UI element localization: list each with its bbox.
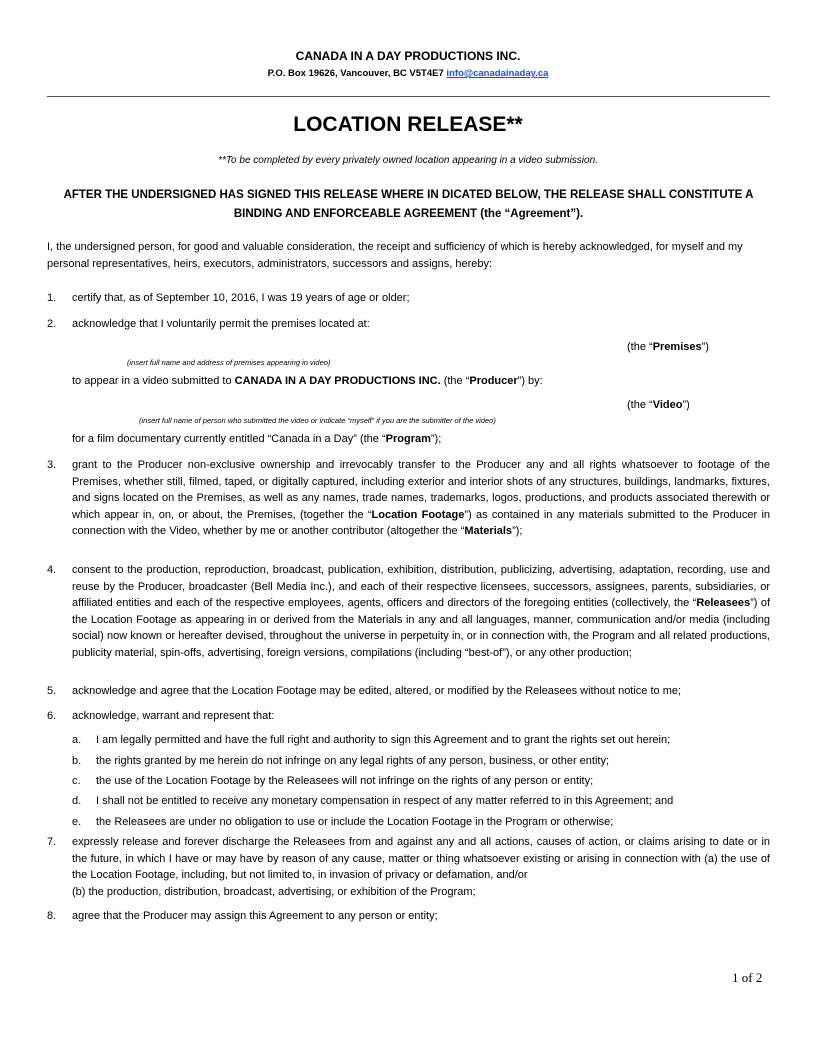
item-number: 7. — [47, 836, 57, 848]
company-name: CANADA IN A DAY PRODUCTIONS INC. — [295, 49, 521, 63]
item-8-text: agree that the Producer may assign this Agreement to any person or entity; — [72, 910, 438, 922]
subitem-letter: d. — [72, 795, 82, 807]
subitem-c-text: the use of the Location Footage by the Releasees will not infringe on the rights of any person or entity; — [96, 775, 594, 787]
subitem-e-text: the Releasees are under no obligation to use or include the Location Footage in the Program or otherwise; — [96, 816, 614, 828]
page-title: LOCATION RELEASE** — [293, 113, 523, 136]
subitem-letter: c. — [72, 775, 81, 787]
item-6-text: acknowledge, warrant and represent that: — [72, 710, 275, 722]
video-label: (the “Video”) — [627, 399, 690, 411]
email-link[interactable]: info@canadainaday.ca — [446, 68, 549, 79]
item-number: 6. — [47, 710, 57, 722]
subitem-letter: b. — [72, 755, 82, 767]
item-5-text: acknowledge and agree that the Location Footage may be edited, altered, or modified by the Releasees without notice to me; — [72, 685, 682, 697]
item-4-text: consent to the production, reproduction, broadcast, publication, exhibition, distribution, publicizing, advertising, adaptation, recording, use and reuse by the Producer, broadcaster (Bell Media Inc.), and each of their respective licensees, successors, assignees, parents, subsidiaries, or affiliated entities and each of the respective employees, agents, officers and directors of the foregoing entities (collectively, the “Releasees”) of the Location Footage as appearing in or derived from the Materials in any and all languages, manner, communication and/or media (including social) now known or hereafter devised, throughout the universe in perpetuity in, or in connection with, the Program and all related productions, publicity material, spin-offs, advertising, foreign versions, compilations (including “best-of”), or any other production; — [72, 564, 771, 659]
item-number: 5. — [47, 685, 57, 697]
subitem-letter: a. — [72, 734, 82, 746]
item-number: 3. — [47, 459, 57, 471]
binding-notice: AFTER THE UNDERSIGNED HAS SIGNED THIS RELEASE WHERE IN DICATED BELOW, THE RELEASE SHALL CONSTITUTE A BINDING AND ENFORCEABLE AGREEMENT (the “Agreement”). — [63, 189, 754, 220]
header-divider — [47, 96, 770, 97]
item-7-text: expressly release and forever discharge the Releasees from and against any and all actions, causes of action, or claims arising to date or in the future, in which I have or may have by reason of any cause, matter or thing whatsoever existing or arising in connection with (a) the use of the Location Footage, including, but not limited to, in invasion of privacy or defamation, and/or (b) the production, distribution, broadcast, advertising, or exhibition of the Program; — [72, 836, 770, 898]
video-submission-line: to appear in a video submitted to CANADA IN A DAY PRODUCTIONS INC. (the “Producer”) by: — [72, 375, 543, 387]
item-1-text: certify that, as of September 10, 2016, I was 19 years of age or older; — [72, 292, 410, 304]
premises-label: (the “Premises”) — [627, 341, 709, 353]
subitem-a-text: I am legally permitted and have the full right and authority to sign this Agreement and to grant the rights set out herein; — [96, 734, 671, 746]
item-3-text: grant to the Producer non-exclusive ownership and irrevocably transfer to the Producer any and all rights whatsoever to footage of the Premises, whether still, filmed, taped, or digitally captured, including exterior and interior shots of any structures, buildings, landmarks, fixtures, and signs located on the Premises, as well as any names, trade names, trademarks, logos, productions, and products associated therewith or which appear in, on, or about, the Premises, (together the “Location Footage”) as contained in any materials submitted to the Producer in connection with the Video, whether by me or another contributor (altogether the “Materials”); — [72, 459, 771, 537]
item-number: 8. — [47, 910, 57, 922]
item-number: 4. — [47, 564, 57, 576]
premises-hint: (insert full name and address of premises appearing in video) — [127, 358, 331, 367]
subitem-d-text: I shall not be entitled to receive any monetary compensation in respect of any matter referred to in this Agreement; and — [96, 795, 674, 807]
item-2-text: acknowledge that I voluntarily permit the premises located at: — [72, 318, 370, 330]
page-subtitle: **To be completed by every privately owned location appearing in a video submission. — [218, 155, 598, 166]
item-number: 2. — [47, 318, 57, 330]
address-text: P.O. Box 19626, Vancouver, BC V5T4E7 — [267, 68, 444, 79]
page-number: 1 of 2 — [732, 970, 763, 985]
program-line: for a film documentary currently entitled “Canada in a Day” (the “Program”); — [72, 433, 442, 445]
intro-paragraph: I, the undersigned person, for good and valuable consideration, the receipt and sufficiency of which is hereby acknowledged, for myself and my personal representatives, heirs, executors, administrators, successors and assigns, hereby: — [47, 241, 743, 270]
video-hint: (insert full name of person who submitted the video or indicate “myself” if you are the submitter of the video) — [139, 416, 496, 425]
subitem-b-text: the rights granted by me herein do not infringe on any legal rights of any person, business, or other entity; — [96, 755, 610, 767]
company-address — [0, 68, 816, 79]
item-number: 1. — [47, 292, 57, 304]
subitem-letter: e. — [72, 816, 82, 828]
